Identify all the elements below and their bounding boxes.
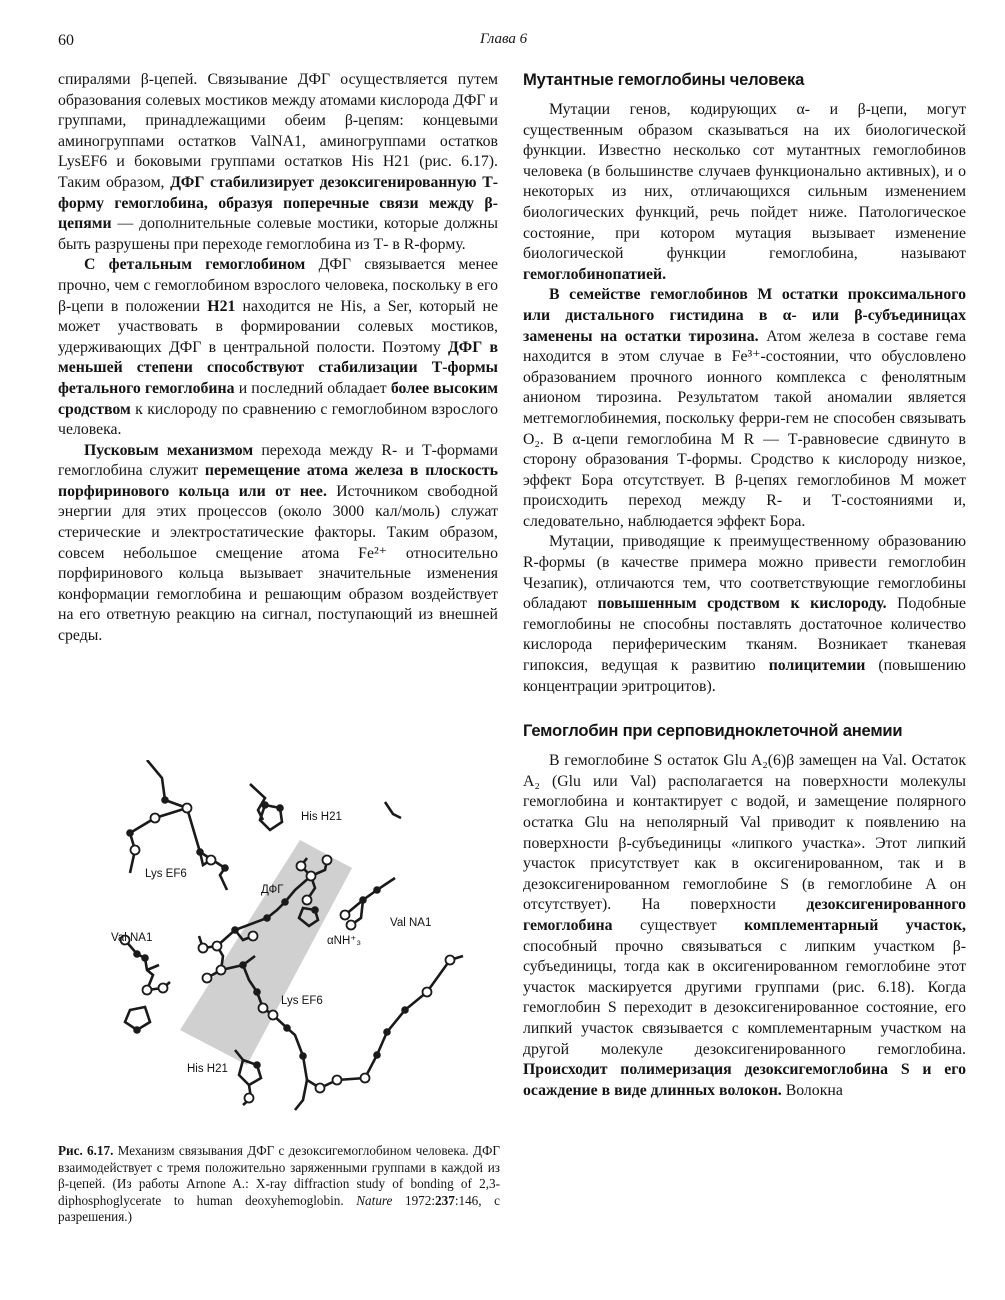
text-run: ДФГ связывается менее прочно, чем с гемоглобином взрослого человека, поскольку в его β-цепи в положении [58, 256, 499, 315]
page-number: 60 [58, 32, 74, 49]
bold-run: Пусковым механизмом [84, 441, 254, 459]
label-val-na1-left: Val NA1 [111, 932, 153, 944]
text-run: спиралями β-цепей. Связывание ДФГ осуществляется путем образования солевых мостиков между атомами кислорода ДФГ и группами, принадлежащими обеим β-цепям: концевыми аминогруппами остатков ValNA1, аминогруппами остатков LysEF6 и боковыми группами остатков His H21 (рис. 6.17). Таким образом, [58, 71, 498, 191]
text-run: Мутации генов, кодирующих α- и β-цепи, могут существенным образом сказываться на их биологической функции. Известно несколько сот мутантных гемоглобинов человека (в большинстве случаев функционально активных), и о некоторых из них, отличающихся сильным изменением биологических функций, речь пойдет ниже. Патологическое состояние, при котором мутация вызывает изменение биологической функции гемоглобина, называют [523, 101, 966, 263]
right-paragraph-4 [523, 751, 966, 1101]
text-run: В гемоглобине S остаток Glu A₂(6)β замещен на Val. Остаток A₂ (Glu или Val) располагается на поверхности молекулы гемоглобина и контактирует с водой, и замещение полярного остатка Glu на неполярный Val приводит к появлению на поверхности β-субъединицы «липкого участка». Этот липкий участок присутствует как в оксигенированном, так и в дезоксигенированном гемоглобине S (в гемоглобине А он отсутствует). На поверхности [523, 752, 966, 914]
right-paragraph-2 [523, 285, 966, 532]
section-heading-sickle: Гемоглобин при серповидноклеточной анемии [523, 721, 903, 741]
label-his-h21-bottom: His H21 [187, 1063, 228, 1075]
label-dfg: ДФГ [261, 884, 284, 896]
right-paragraph-3 [523, 532, 966, 697]
figure-6-17 [75, 760, 495, 1135]
caption-journal: Nature [356, 1192, 393, 1208]
caption-volume: 237 [435, 1192, 455, 1208]
bold-run: ДФГ стабилизирует дезоксигенированную Т-форму гемоглобина, образуя поперечные связи между β-цепями [58, 173, 498, 233]
section-heading-mutant: Мутантные гемоглобины человека [523, 70, 805, 89]
label-his-h21-top: His H21 [301, 811, 342, 823]
text-run: (повышению концентрации эритроцитов). [523, 657, 966, 695]
bold-run: H21 [207, 297, 236, 315]
label-lys-ef6-bottom: Lys EF6 [281, 995, 323, 1007]
bold-run: С фетальным гемоглобином [84, 256, 306, 274]
label-val-na1-right: Val NA1 [390, 917, 432, 929]
bold-run: дезоксигенированного гемоглобина [523, 896, 966, 934]
caption-pages: :146, с разрешения.) [58, 1192, 500, 1224]
bold-run: полицитемии [768, 657, 866, 675]
text-run: способный прочно связываться с липким участком β-субъединицы, тогда как в оксигенированном гемоглобине этот участок маскируется другими группами (рис. 6.18). Когда гемоглобин S переходит в дезоксигенированное состояние, его липкий участок связывается с комплементарным участком на другой молекуле дезоксигенированного гемоглобина. [523, 937, 966, 1058]
text-run: к кислороду по сравнению с гемоглобином взрослого человека. [58, 400, 498, 439]
caption-label: Рис. 6.17. [58, 1143, 114, 1158]
text-run: Волокна [781, 1081, 843, 1099]
text-run: Подобные гемоглобины не способны поставлять достаточное количество кислорода периферическим тканям. Возникает тканевая гипоксия, ведущая к развитию [523, 595, 966, 675]
text-run: Мутации, приводящие к преимущественному образованию R-формы (в качестве примера можно привести гемоглобин Чезапик), отличаются тем, что соответствующие гемоглобины обладают [523, 533, 966, 613]
molecular-diagram [75, 760, 495, 1135]
bold-run: гемоглобинопатией. [523, 265, 667, 283]
text-run: — дополнительные солевые мостики, которые должны быть разрушены при переходе гемоглобина из Т- в R-форму. [58, 215, 498, 253]
left-paragraph-1 [58, 70, 498, 255]
label-alpha-nh3: αNH⁺₃ [327, 935, 362, 947]
left-paragraph-3 [58, 441, 498, 647]
label-lys-ef6-left: Lys EF6 [145, 868, 187, 880]
caption-year: 1972: [392, 1192, 436, 1208]
left-paragraph-2 [58, 255, 498, 440]
bold-run: В семействе гемоглобинов М остатки проксимального или дистального гистидина в α- или β-субъединицах заменены на остатки тирозина. [523, 286, 966, 345]
bold-run: комплементарный участок, [744, 916, 966, 934]
bold-run: ДФГ в меньшей степени способствуют стабилизации Т-формы фетального гемоглобина [58, 338, 498, 397]
right-column [523, 70, 966, 1101]
text-run: Атом железа в составе гема находится в этом случае в Fe³⁺-состоянии, что обусловлено образованием прочного ионного комплекса с фенолятным анионом тирозина. Результатом такой аномалии является метгемоглобинемия, поскольку ферри-гем не способен связывать O₂. В α-цепи гемоглобина М R — Т-равновесие сдвинуто в сторону образования Т-формы. Сродство к кислороду низкое, эффект Бора отсутствует. В β-цепях гемоглобинов М может происходить переход между R- и Т-состояниями и, следовательно, наблюдается эффект Бора. [523, 327, 966, 530]
bold-run: повышенным сродством к кислороду. [597, 595, 887, 613]
text-run: перехода между R- и Т-формами гемоглобина служит [58, 441, 498, 480]
bold-run: Происходит полимеризация дезоксигемоглобина S и его осаждение в виде длинных волокон. [523, 1061, 966, 1099]
bold-run: более высоким сродством [58, 379, 498, 418]
text-run: существует [612, 916, 745, 934]
bold-run: перемещение атома железа в плоскость порфиринового кольца или от нее. [58, 462, 498, 500]
running-head: Глава 6 [480, 31, 528, 47]
text-run: и последний обладает [234, 379, 391, 397]
text-run: находится не His, а Ser, который не может участвовать в формировании солевых мостиков, удерживающих ДФГ в центральной полости. Поэтому [58, 297, 499, 356]
left-column [58, 70, 498, 647]
text-run: Источником свободной энергии для этих процессов (около 3000 кал/моль) служат стерические и электростатические факторы. Таким образом, совсем небольшое смещение атома Fe²⁺ относительно порфиринового кольца вызывает значительные изменения конформации гемоглобина и решающим образом воздействует на его ответную реакцию на сигнал, поступающий из внешней среды. [58, 482, 499, 645]
right-paragraph-1 [523, 100, 966, 285]
caption-text: Механизм связывания ДФГ с дезоксигемоглобином человека. ДФГ взаимодействует с тремя положительно заряженными группами в каждой из β-цепей. (Из работы Arnone A.: X-ray diffraction study of bonding of 2,3-diphosphoglycerate to human deoxyhemoglobin. [58, 1143, 500, 1208]
figure-caption [58, 1143, 500, 1226]
